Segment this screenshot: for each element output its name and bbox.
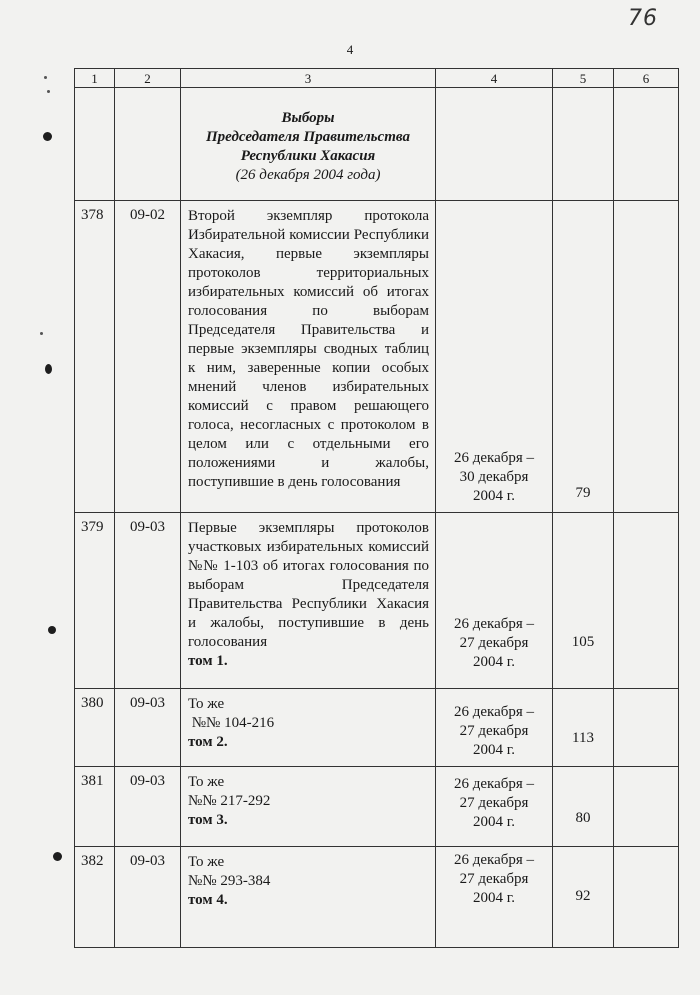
case-title-line: №№ 104-216 (188, 715, 275, 731)
case-index: 09-03 (115, 689, 181, 767)
case-note (614, 513, 679, 689)
case-volume: том 2. (188, 734, 228, 750)
case-note (614, 689, 679, 767)
table-row (75, 201, 679, 513)
page-number: 4 (346, 42, 354, 57)
sheet-count: 79 (553, 201, 614, 513)
section-title-line: Председателя Правительства (206, 129, 410, 145)
case-title-line: То же (188, 774, 225, 790)
case-number: 378 (75, 201, 115, 513)
column-number: 2 (115, 69, 181, 88)
case-index: 09-03 (115, 513, 181, 689)
case-title (181, 513, 436, 689)
section-date: (26 декабря 2004 года) (235, 167, 381, 183)
empty-cell (553, 88, 614, 201)
case-title-text: Второй экземпляр протокола Избирательной комиссии Республики Хакасия, первые экземпляры протоколов территориальных избирательных комиссий об итогах голосования по выборам Председателя Правительства и первые экземпляры сводных таблиц к ним, заверенные копии особых мнений членов избирательных комиссий с правом решающего голоса, несогласных с протоколом в целом или с отдельными его положениями и жалобы, поступившие в день голосования (188, 208, 429, 490)
date-line: 26 декабря – (453, 450, 535, 466)
case-title-line: №№ 293-384 (188, 873, 271, 889)
table-row (75, 689, 679, 767)
date-line: 27 декабря (459, 795, 529, 811)
punch-hole (43, 132, 52, 141)
case-number: 380 (75, 689, 115, 767)
case-index: 09-03 (115, 767, 181, 847)
case-title (181, 767, 436, 847)
column-number: 6 (614, 69, 679, 88)
case-index: 09-03 (115, 847, 181, 948)
case-title-line: №№ 217-292 (188, 793, 271, 809)
scan-speck (40, 332, 43, 335)
case-number: 379 (75, 513, 115, 689)
section-title-line: Республики Хакасия (240, 148, 376, 164)
sheet-count: 92 (553, 847, 614, 948)
date-line: 2004 г. (473, 742, 515, 758)
date-line: 27 декабря (459, 871, 529, 887)
column-number: 5 (553, 69, 614, 88)
section-heading (181, 88, 436, 201)
case-title-line: То же (188, 696, 225, 712)
date-line: 2004 г. (473, 654, 515, 670)
case-title (181, 689, 436, 767)
column-number: 1 (75, 69, 115, 88)
case-note (614, 767, 679, 847)
date-line: 2004 г. (473, 488, 515, 504)
sheet-count: 80 (553, 767, 614, 847)
case-dates (436, 513, 553, 689)
scan-speck (47, 90, 50, 93)
case-title (181, 201, 436, 513)
punch-hole (48, 626, 56, 634)
case-volume: том 1. (188, 653, 228, 669)
sheet-count: 113 (553, 689, 614, 767)
date-line: 26 декабря – (453, 616, 535, 632)
table-row (75, 847, 679, 948)
empty-cell (614, 88, 679, 201)
sheet-count: 105 (553, 513, 614, 689)
inventory-table (74, 68, 679, 948)
case-volume: том 3. (188, 812, 228, 828)
column-number: 4 (436, 69, 553, 88)
table-row (75, 513, 679, 689)
date-line: 27 декабря (459, 635, 529, 651)
case-index: 09-02 (115, 201, 181, 513)
empty-cell (115, 88, 181, 201)
case-note (614, 201, 679, 513)
table-row (75, 767, 679, 847)
empty-cell (75, 88, 115, 201)
section-heading-row (75, 88, 679, 201)
date-line: 2004 г. (473, 814, 515, 830)
case-dates (436, 767, 553, 847)
date-line: 26 декабря – (453, 776, 535, 792)
date-line: 27 декабря (459, 723, 529, 739)
scan-speck (44, 76, 47, 79)
date-line: 26 декабря – (453, 704, 535, 720)
date-line: 30 декабря (459, 469, 529, 485)
case-dates (436, 689, 553, 767)
section-title-line: Выборы (281, 110, 335, 126)
case-note (614, 847, 679, 948)
date-line: 2004 г. (473, 890, 515, 906)
column-number-row (75, 69, 679, 88)
case-title-text: Первые экземпляры протоколов участковых избирательных комиссий №№ 1-103 об итогах голосования по выборам Председателя Правительства Республики Хакасия и жалобы, поступившие в день голосования (188, 520, 429, 650)
case-dates (436, 201, 553, 513)
archive-sheet-number: 76 (628, 6, 658, 31)
case-title-line: То же (188, 854, 225, 870)
punch-hole (45, 364, 52, 374)
empty-cell (436, 88, 553, 201)
case-volume: том 4. (188, 892, 228, 908)
date-line: 26 декабря – (453, 852, 535, 868)
case-number: 381 (75, 767, 115, 847)
column-number: 3 (181, 69, 436, 88)
case-dates (436, 847, 553, 948)
case-title (181, 847, 436, 948)
case-number: 382 (75, 847, 115, 948)
punch-hole (53, 852, 62, 861)
